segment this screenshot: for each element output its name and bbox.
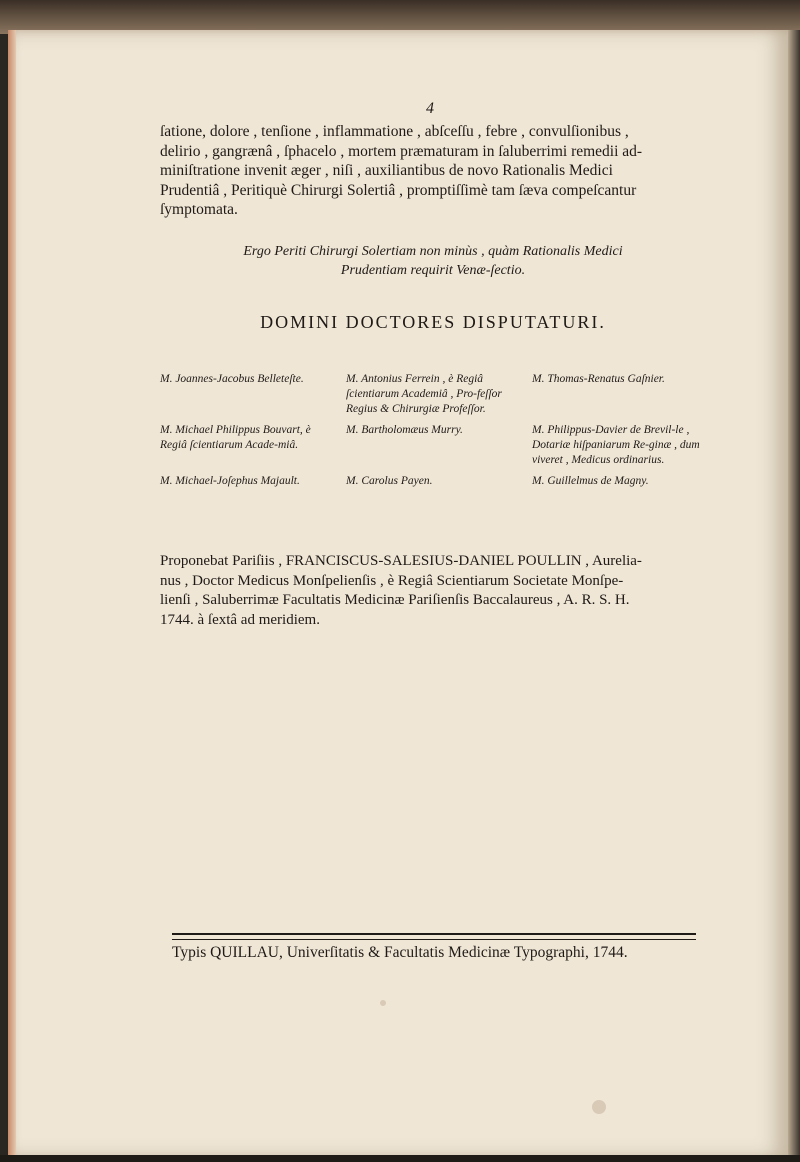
- intro-line: ſatione, dolore , tenſione , inflammatione , abſceſſu , febre , convulſionibus ,: [160, 123, 629, 140]
- section-heading: DOMINI DOCTORES DISPUTATURI.: [260, 312, 606, 332]
- conclusion-line: Prudentiam requirit Venæ-ſectio.: [340, 263, 526, 278]
- intro-line: Prudentiâ , Peritiquè Chirurgi Solertiâ , promptiſſimè tam ſæva compeſcantur: [160, 181, 637, 199]
- conclusion-statement: [160, 242, 706, 280]
- doctors-list: [160, 372, 720, 489]
- page-number: 4: [426, 100, 434, 117]
- proponebat-line: 1744. à ſextâ ad meridiem.: [160, 611, 320, 628]
- proponebat-line: Proponebat Pariſiis , FRANCISCUS-SALESIUS-DANIEL POULLIN , Aurelia-: [160, 553, 642, 569]
- bleed-through-text: [440, 40, 780, 110]
- paper-stain: [380, 1000, 386, 1006]
- paper-stain: [592, 1100, 606, 1114]
- intro-line: miniſtratione invenit æger , niſi , auxiliantibus de novo Rationalis Medici: [160, 162, 613, 179]
- doctor-entry: M. Philippus-Davier de Brevil-le , Dotariæ hiſpaniarum Re-ginæ , dum viveret , Medicus ordinarius.: [532, 424, 700, 466]
- intro-paragraph: [160, 122, 706, 220]
- imprint-line: Typis QUILLAU, Univerſitatis & Facultatis Medicinæ Typographi, 1744.: [172, 944, 628, 961]
- doctor-entry: M. Joannes-Jacobus Belleteſte.: [160, 373, 304, 385]
- book-top-edge: [0, 0, 800, 34]
- doctor-entry: M. Guillelmus de Magny.: [532, 475, 649, 487]
- book-bottom-edge: [0, 1155, 800, 1162]
- proponebat-line: lienſi , Saluberrimæ Facultatis Medicinæ Pariſienſis Baccalaureus , A. R. S. H.: [160, 592, 630, 608]
- doctor-entry: M. Thomas-Renatus Gaſnier.: [532, 373, 665, 385]
- doctor-entry: M. Antonius Ferrein , è Regiâ ſcientiarum Academiâ , Pro-feſſor Regius & Chirurgiæ Profeſſor.: [346, 373, 502, 415]
- book-right-edge: [788, 30, 800, 1162]
- proponebat-line: nus , Doctor Medicus Monſpelienſis , è Regiâ Scientiarum Societate Monſpe-: [160, 572, 624, 589]
- imprint-rule: [172, 933, 696, 940]
- doctor-entry: M. Bartholomæus Murry.: [346, 424, 463, 436]
- doctor-entry: M. Michael-Joſephus Majault.: [160, 475, 300, 487]
- doctor-entry: M. Michael Philippus Bouvart, è Regiâ ſcientiarum Acade-miâ.: [160, 424, 311, 451]
- intro-line: ſymptomata.: [160, 201, 238, 218]
- proponebat-paragraph: [160, 552, 720, 630]
- page-edge: [8, 30, 16, 1158]
- intro-line: delirio , gangrænâ , ſphacelo , mortem præmaturam in ſaluberrimi remedii ad-: [160, 142, 643, 160]
- doctor-entry: M. Carolus Payen.: [346, 475, 433, 487]
- conclusion-line: Ergo Periti Chirurgi Solertiam non minùs , quàm Rationalis Medici: [243, 244, 623, 259]
